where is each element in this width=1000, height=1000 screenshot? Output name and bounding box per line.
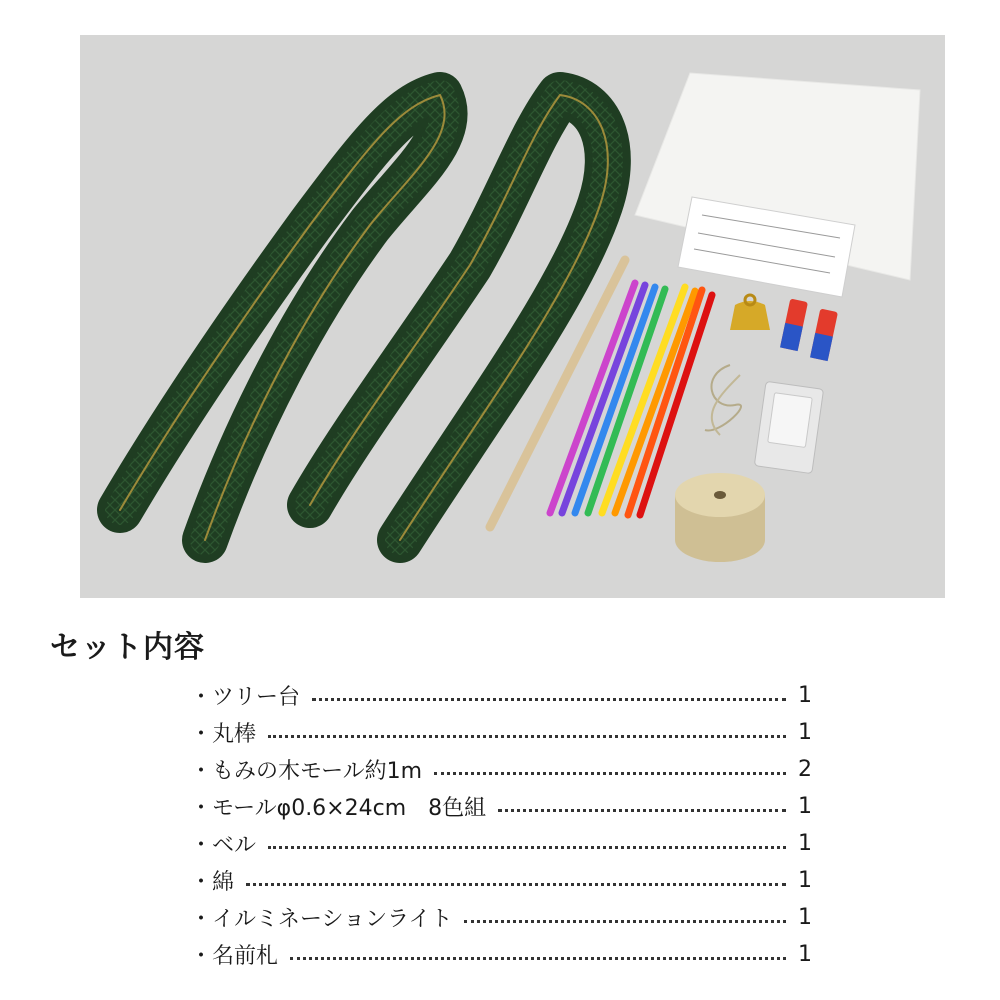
contents-list: [190, 677, 812, 973]
item-name: 丸棒: [212, 722, 257, 747]
kit-items-illustration: [80, 35, 945, 598]
section-title: セット内容: [50, 630, 205, 665]
list-item: [190, 788, 812, 825]
item-name: ベル: [212, 833, 257, 858]
item-name: もみの木モール約1m: [212, 759, 423, 784]
dotted-leader: [312, 698, 786, 701]
bullet: ・: [190, 685, 213, 710]
list-item: [190, 751, 812, 788]
dotted-leader: [268, 846, 786, 849]
bullet: ・: [190, 722, 213, 747]
list-item: [190, 862, 812, 899]
bullet: ・: [190, 907, 213, 932]
product-photo: [80, 35, 945, 598]
item-quantity: 1: [798, 905, 812, 930]
bullet: ・: [190, 759, 213, 784]
bullet: ・: [190, 944, 213, 969]
list-item: [190, 899, 812, 936]
item-name: 綿: [212, 870, 235, 895]
item-quantity: 1: [798, 831, 812, 856]
dotted-leader: [290, 957, 786, 960]
batteries: [780, 298, 838, 361]
dotted-leader: [498, 809, 786, 812]
dotted-leader: [246, 883, 786, 886]
item-quantity: 1: [798, 942, 812, 967]
bullet: ・: [190, 870, 213, 895]
item-name: モールφ0.6×24cm 8色組: [212, 796, 487, 821]
list-item: [190, 714, 812, 751]
bell: [730, 295, 770, 330]
dotted-leader: [268, 735, 786, 738]
item-name: 名前札: [212, 944, 279, 969]
tree-base: [675, 473, 765, 562]
list-item: [190, 677, 812, 714]
item-name: イルミネーションライト: [212, 907, 453, 932]
dotted-leader: [434, 772, 786, 775]
item-quantity: 1: [798, 683, 812, 708]
item-quantity: 1: [798, 868, 812, 893]
bullet: ・: [190, 796, 213, 821]
bullet: ・: [190, 833, 213, 858]
list-item: [190, 825, 812, 862]
item-quantity: 1: [798, 794, 812, 819]
list-item: [190, 936, 812, 973]
illumination-light: [705, 365, 824, 474]
item-quantity: 2: [798, 757, 812, 782]
fir-garland-left: [120, 95, 445, 540]
item-quantity: 1: [798, 720, 812, 745]
dotted-leader: [464, 920, 786, 923]
item-name: ツリー台: [212, 685, 301, 710]
